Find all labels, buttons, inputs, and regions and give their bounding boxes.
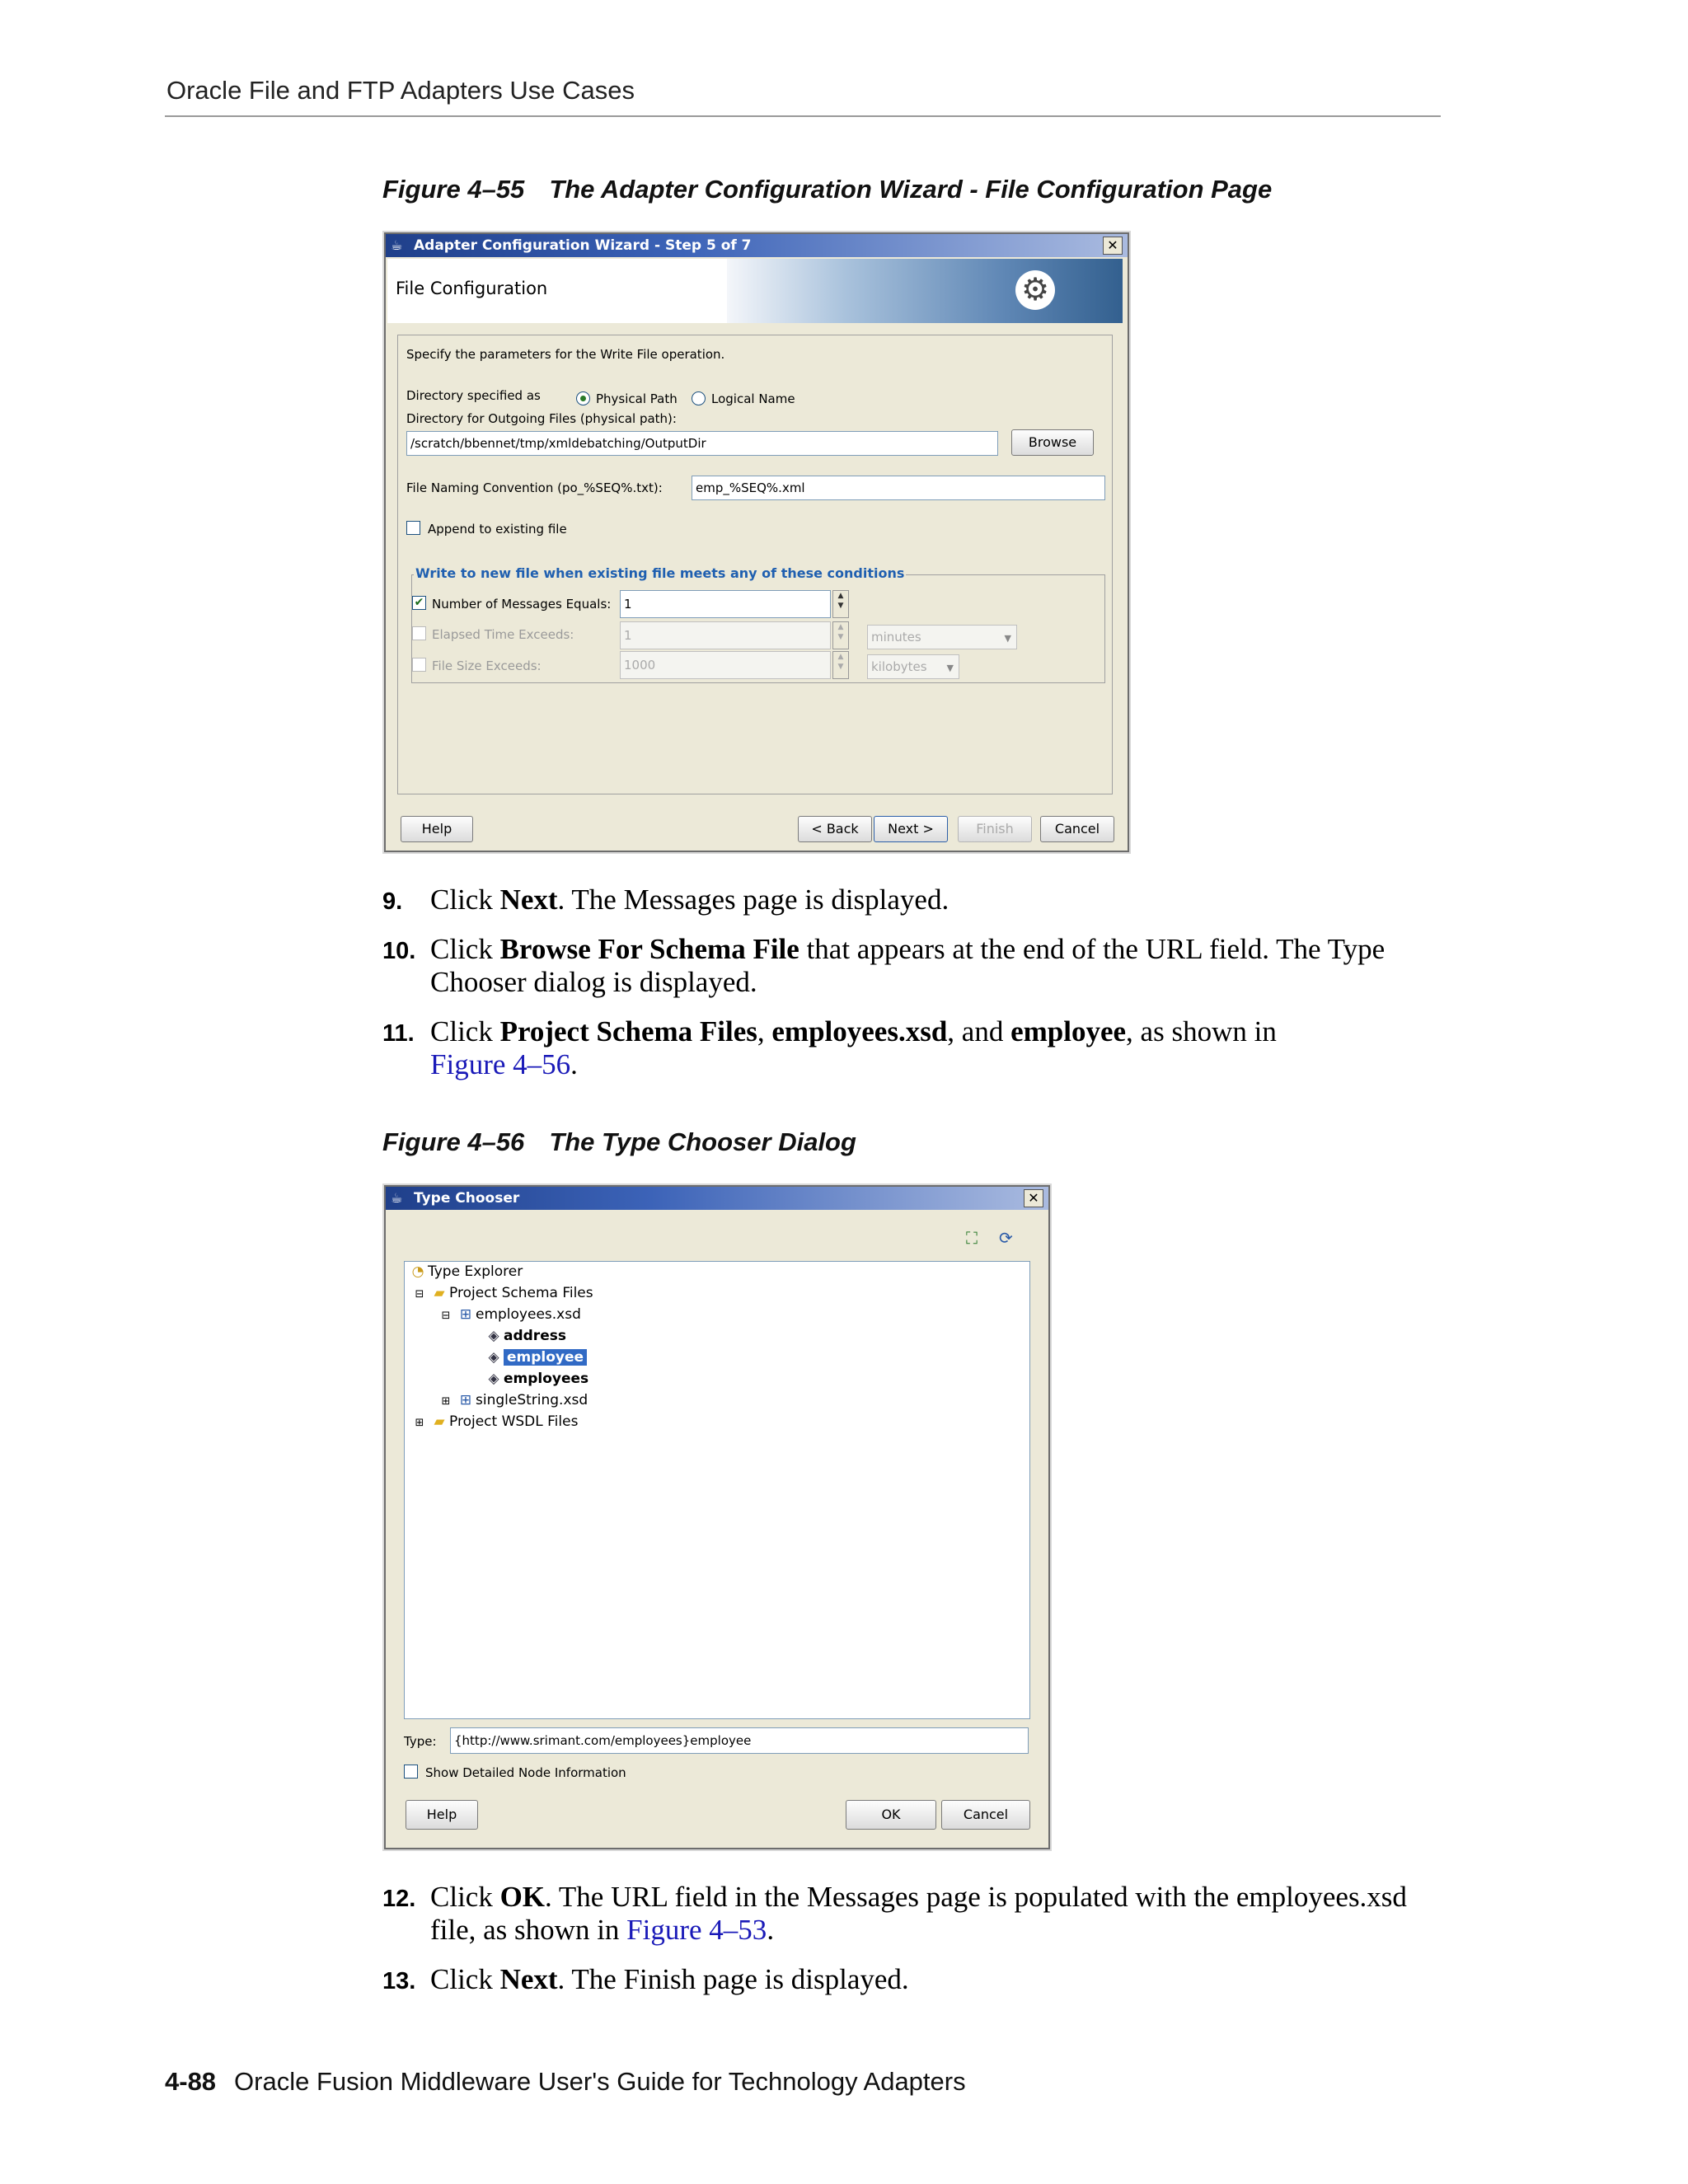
java-cup-icon: ☕	[391, 237, 403, 253]
tree-node-singlestring-xsd[interactable]	[436, 1392, 588, 1408]
step-text: , and	[947, 1015, 1011, 1047]
tree-label: employees.xsd	[476, 1306, 581, 1323]
hierarchy-icon[interactable]: ⛶	[966, 1228, 978, 1248]
tree-node-project-wsdl-files[interactable]	[410, 1413, 578, 1430]
close-button[interactable]: ✕	[1103, 237, 1123, 255]
finish-button[interactable]: Finish	[958, 816, 1032, 842]
step-10	[382, 933, 1444, 999]
append-label: Append to existing file	[428, 522, 567, 537]
directory-specified-label: Directory specified as	[406, 388, 541, 403]
expand-icon[interactable]: ⊞	[415, 1417, 424, 1429]
physical-path-radio[interactable]	[576, 391, 590, 405]
close-button[interactable]: ✕	[1024, 1189, 1043, 1207]
elapsed-unit-select[interactable]: minutes ▼	[867, 625, 1017, 649]
page-title: File Configuration	[396, 279, 548, 298]
collapse-icon[interactable]: ⊟	[415, 1288, 424, 1301]
step-text: Click	[430, 883, 500, 916]
outgoing-dir-input[interactable]: /scratch/bbennet/tmp/xmldebatching/OutputDir	[406, 431, 998, 456]
element-icon: ◈	[488, 1371, 499, 1387]
num-messages-checkbox[interactable]: ✔	[412, 596, 426, 610]
conditions-group	[411, 565, 1105, 683]
schema-icon: ⊞	[459, 1392, 472, 1408]
type-tree	[404, 1261, 1030, 1719]
figure-number: Figure 4–56	[382, 1127, 525, 1156]
step-number: 13.	[382, 1968, 416, 1994]
back-button[interactable]: < Back	[798, 816, 872, 842]
elapsed-label: Elapsed Time Exceeds:	[432, 627, 574, 642]
step-text: ,	[757, 1015, 772, 1047]
tree-label: singleString.xsd	[476, 1392, 588, 1408]
tree-label: Project Schema Files	[449, 1285, 593, 1301]
show-detail-label: Show Detailed Node Information	[425, 1765, 626, 1780]
logical-name-radio[interactable]	[692, 391, 706, 405]
gear-plug-icon: ⚙	[1015, 270, 1055, 310]
step-bold: Next	[499, 1963, 558, 1995]
schema-icon: ⊞	[459, 1306, 472, 1323]
collapse-icon[interactable]: ⊟	[441, 1310, 451, 1322]
tree-node-employee[interactable]	[484, 1349, 587, 1366]
tree-node-type-explorer[interactable]	[408, 1263, 523, 1280]
tree-label: employees	[504, 1371, 589, 1387]
content-panel	[397, 335, 1113, 794]
type-chooser-titlebar	[386, 1187, 1048, 1210]
figure-number: Figure 4–55	[382, 175, 525, 204]
running-header: Oracle File and FTP Adapters Use Cases	[166, 76, 635, 105]
step-text: . The URL field in the Messages page is populated with the employees.xsd file, as shown in	[430, 1881, 1407, 1946]
step-text: . The Messages page is displayed.	[557, 883, 950, 916]
elapsed-checkbox[interactable]	[412, 626, 426, 640]
tree-label-selected: employee	[504, 1349, 587, 1366]
outgoing-dir-label: Directory for Outgoing Files (physical path):	[406, 411, 677, 426]
size-input[interactable]: 1000	[620, 651, 831, 679]
element-icon: ◈	[488, 1328, 499, 1344]
step-text: Click	[430, 1015, 500, 1047]
footer-title: Oracle Fusion Middleware User's Guide for Technology Adapters	[234, 2067, 966, 2096]
help-button[interactable]: Help	[401, 816, 473, 842]
figure-caption-4-56	[382, 1127, 856, 1157]
step-bold: employee	[1010, 1015, 1127, 1047]
wizard-title: Adapter Configuration Wizard - Step 5 of 7	[414, 237, 752, 254]
browse-button[interactable]: Browse	[1011, 429, 1094, 456]
step-13	[382, 1963, 1444, 1996]
file-naming-label: File Naming Convention (po_%SEQ%.txt):	[406, 480, 663, 495]
step-text: , as shown in	[1126, 1015, 1277, 1047]
tree-node-project-schema-files[interactable]	[410, 1285, 593, 1301]
tree-node-employees[interactable]	[484, 1371, 588, 1387]
step-number: 10.	[382, 938, 416, 964]
figure-link[interactable]: Figure 4–53	[626, 1914, 767, 1946]
step-text: Click	[430, 1881, 500, 1913]
tree-label: Type Explorer	[428, 1263, 523, 1280]
folder-icon: ▰	[434, 1285, 445, 1301]
folder-icon: ▰	[434, 1413, 445, 1430]
step-text: that appears at the end of the URL field. The Type Chooser dialog is displayed.	[430, 933, 1386, 998]
figure-link[interactable]: Figure 4–56	[430, 1048, 571, 1080]
num-messages-input[interactable]: 1	[620, 590, 831, 618]
elapsed-spinner[interactable]: ▲ ▼	[832, 621, 849, 649]
type-chooser-title: Type Chooser	[414, 1190, 520, 1207]
step-11	[382, 1015, 1444, 1081]
step-9	[382, 883, 1444, 916]
num-messages-label: Number of Messages Equals:	[432, 597, 612, 612]
type-input[interactable]: {http://www.srimant.com/employees}employee	[450, 1727, 1029, 1754]
step-number: 11.	[382, 1020, 415, 1047]
cancel-button[interactable]: Cancel	[941, 1800, 1030, 1830]
help-button[interactable]: Help	[406, 1800, 478, 1830]
step-12	[382, 1881, 1444, 1947]
page-footer	[165, 2067, 966, 2097]
figure-caption-4-55	[382, 175, 1272, 204]
step-text: . The Finish page is displayed.	[557, 1963, 909, 1995]
step-bold: Project Schema Files	[499, 1015, 757, 1047]
banner-graphic	[727, 259, 1123, 323]
show-detail-checkbox[interactable]	[404, 1765, 418, 1779]
adapter-wizard-window	[384, 232, 1129, 852]
tree-node-employees-xsd[interactable]	[436, 1306, 581, 1323]
size-spinner[interactable]: ▲ ▼	[832, 651, 849, 679]
cancel-button[interactable]: Cancel	[1040, 816, 1114, 842]
figure-title: The Adapter Configuration Wizard - File Configuration Page	[549, 175, 1273, 204]
step-bold: employees.xsd	[771, 1015, 948, 1047]
step-bold: Next	[499, 883, 558, 916]
step-number: 12.	[382, 1886, 416, 1912]
next-button[interactable]: Next >	[874, 816, 948, 842]
step-text: Click	[430, 933, 500, 965]
file-naming-input[interactable]: emp_%SEQ%.xml	[692, 476, 1105, 500]
refresh-icon[interactable]: ⟳	[999, 1228, 1013, 1248]
size-checkbox[interactable]	[412, 658, 426, 672]
size-unit-select[interactable]: kilobytes ▼	[867, 654, 959, 679]
step-number: 9.	[382, 888, 403, 915]
tree-node-address[interactable]	[484, 1328, 566, 1344]
type-label: Type:	[404, 1734, 437, 1749]
expand-icon[interactable]: ⊞	[441, 1395, 451, 1408]
instruction-text: Specify the parameters for the Write File operation.	[406, 347, 725, 362]
tree-label: Project WSDL Files	[449, 1413, 579, 1430]
elapsed-input[interactable]: 1	[620, 621, 831, 649]
wizard-titlebar	[386, 234, 1128, 257]
step-bold: Browse For Schema File	[499, 933, 799, 965]
tree-label: address	[504, 1328, 566, 1344]
ok-button[interactable]: OK	[846, 1800, 936, 1830]
figure-title: The Type Chooser Dialog	[549, 1127, 856, 1156]
logical-name-label: Logical Name	[711, 391, 795, 406]
size-label: File Size Exceeds:	[432, 658, 542, 673]
step-text: .	[767, 1914, 775, 1946]
step-bold: OK	[499, 1881, 546, 1913]
java-cup-icon: ☕	[391, 1190, 403, 1206]
physical-path-label: Physical Path	[596, 391, 678, 406]
num-messages-spinner[interactable]: ▲ ▼	[832, 590, 849, 618]
wizard-banner	[387, 259, 1123, 323]
page-number: 4-88	[165, 2067, 217, 2096]
step-text: Click	[430, 1963, 500, 1995]
explorer-icon: ◔	[411, 1263, 424, 1280]
type-chooser-window	[384, 1185, 1050, 1849]
conditions-group-title: Write to new file when existing file meets any of these conditions	[415, 565, 905, 581]
element-icon: ◈	[488, 1349, 499, 1366]
header-rule	[165, 115, 1441, 117]
step-text: .	[570, 1048, 578, 1080]
append-checkbox[interactable]	[406, 521, 420, 535]
